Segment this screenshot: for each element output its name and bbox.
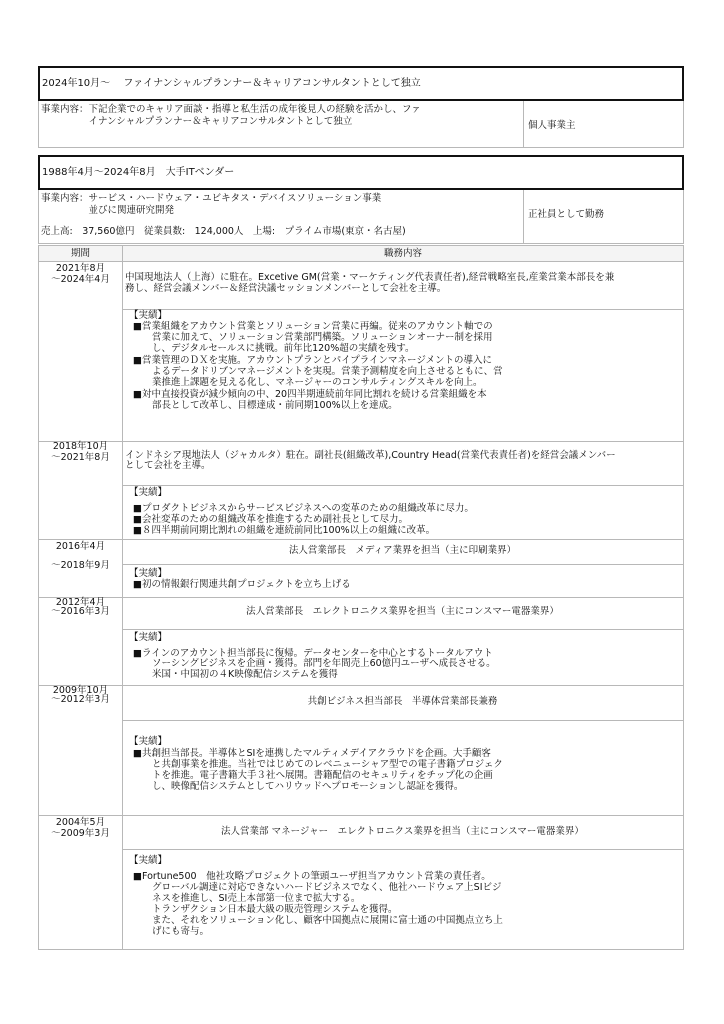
achievement-line: 業推進上課題を見える化し、マネージャーのコンサルティングスキルを向上。: [133, 377, 483, 388]
achievement-line: ネスを推進し、SI売上本部第一位まで拡大する。: [133, 893, 361, 904]
achievement-line: グローバル調達に対応できないハードビジネスでなく、他社ハードウェア上SIビジ: [133, 882, 502, 893]
section1-business-box: [38, 101, 524, 148]
achievement-line: ■会社変革のための組織改革を推進するため副社長として尽力。: [133, 514, 408, 525]
section2-header-text: 1988年4月～2024年8月 大手ITベンダー: [42, 166, 235, 178]
achievements-label: 【実績】: [129, 632, 168, 643]
table-row: [38, 262, 123, 442]
achievements-label: 【実績】: [129, 487, 168, 498]
row-achievements-cell: [123, 721, 684, 816]
section2-business-line: 並びに関連研究開発: [41, 205, 175, 216]
section2-business-line: 事業内容：サービス・ハードウェア・ユビキタス・デバイスソリューション事業: [41, 193, 382, 204]
achievements-label: 【実績】: [129, 855, 168, 866]
row-period-start: 2018年10月: [52, 441, 109, 452]
row-title-cell: [123, 686, 684, 721]
achievement-line: ■プロダクトビジネスからサービスビジネスへの変革のための組織改革に尽力。: [133, 503, 474, 514]
achievement-line: ■営業組織をアカウント営業とソリューション営業に再編。従来のアカウント軸での: [133, 321, 493, 332]
row-title-line: 中国現地法人（上海）に駐在。Excetive GM(営業・マーケティング代表責任者),経営戦略室長,産業営業本部長を兼: [125, 272, 615, 283]
section2-header: [38, 155, 684, 190]
achievement-line: ■Fortune500 他社攻略プロジェクトの筆頭ユーザ担当アカウント営業の責任者。: [133, 871, 491, 882]
row-period-start: 2016年4月: [55, 541, 106, 552]
row-period-end: ～2024年4月: [51, 274, 110, 285]
section2-business-box: [38, 190, 524, 244]
section2-employment-box: [524, 190, 684, 244]
row-title-cell: [123, 540, 684, 565]
table-row: [38, 540, 123, 598]
row-title-line: 法人営業部長 メディア業界を担当（主に印刷業界）: [288, 545, 517, 556]
table-row: [38, 816, 123, 950]
row-title-cell: [123, 442, 684, 486]
row-title-line: として会社を主導。: [125, 460, 211, 471]
col-duties-label: 職務内容: [383, 248, 422, 259]
row-period-end: ～2012年3月: [51, 694, 110, 705]
achievement-line: 部長として改革し、目標達成・前同期100%以上を達成。: [133, 400, 398, 411]
achievement-line: ■８四半期前同期比割れの組織を連続前同比100%以上の組織に改革。: [133, 525, 436, 536]
achievement-line: と共創事業を推進。当社ではじめてのレベニューシャア型での電子書籍プロジェク: [133, 759, 503, 770]
achievement-line: 米国・中国初の４K映像配信システムを獲得: [133, 669, 338, 680]
achievement-line: ソーシングビジネスを企画・獲得。部門を年間売上60億円ユーザへ成長させる。: [133, 658, 496, 669]
row-title-line: 共創ビジネス担当部長 半導体営業部長兼務: [307, 696, 498, 707]
achievement-line: ■対中直接投資が減少傾向の中、20四半期連続前年同比割れを続ける営業組織を本: [133, 389, 487, 400]
achievements-label: 【実績】: [129, 736, 168, 747]
table-row: [38, 686, 123, 816]
section1-employment-box: [524, 101, 684, 148]
achievement-line: よるデータドリブンマネージメントを実現。営業予測精度を向上させるともに、営: [133, 366, 503, 377]
row-achievements-cell: [123, 486, 684, 540]
col-period-label: 期間: [70, 248, 90, 259]
row-period-start: 2009年10月: [52, 685, 109, 696]
section1-header: [38, 66, 684, 101]
row-title-cell: [123, 816, 684, 850]
row-achievements-cell: [123, 310, 684, 442]
section1-business-line: イナンシャルプランナー＆キャリアコンサルタントとして独立: [41, 116, 353, 127]
section2-stats: 売上高: 37,560億円 従業員数: 124,000人 上場: プライム市場(東京・名古屋): [41, 226, 406, 237]
achievement-line: ■初の情報銀行関連共創プロジェクトを立ち上げる: [133, 579, 351, 590]
row-period-start: 2004年5月: [55, 817, 106, 828]
achievement-line: 営業に加えて、ソリューション営業部門構築。ソリューションオーナー制を採用: [133, 332, 493, 343]
row-title-cell: [123, 598, 684, 630]
row-period-start: 2021年8月: [55, 263, 106, 274]
achievement-line: ■営業管理のＤＸを実施。アカウントプランとパイプラインマネージメントの導入に: [133, 355, 493, 366]
row-period-start: 2012年4月: [55, 597, 106, 608]
row-period-end: ～2018年9月: [51, 560, 110, 571]
table-header-duties: [123, 245, 684, 262]
section1-header-text: 2024年10月～ ファイナンシャルプランナー＆キャリアコンサルタントとして独立: [42, 77, 421, 89]
achievement-line: し、映像配信システムとしてハリウッドへプロモーションし認証を獲得。: [133, 781, 464, 792]
table-row: [38, 598, 123, 686]
row-title-line: インドネシア現地法人（ジャカルタ）駐在。副社長(組織改革),Country Head(営業代表責任者)を経営会議メンバー: [125, 450, 616, 461]
row-period-end: ～2021年8月: [51, 452, 110, 463]
section2-employment: 正社員として勤務: [528, 209, 605, 220]
achievements-label: 【実績】: [129, 568, 168, 579]
achievement-line: ■共創担当部長。半導体とSIを連携したマルティメデイアクラウドを企画。大手顧客: [133, 748, 491, 759]
achievements-label: 【実績】: [129, 310, 168, 321]
achievement-line: トを推進。電子書籍大手３社へ展開。書籍配信のセキュリティをチップ化の企画: [133, 770, 493, 781]
row-achievements-cell: [123, 630, 684, 686]
table-header-period: [38, 245, 123, 262]
row-title-line: 法人営業部 マネージャー エレクトロニクス業界を担当（主にコンスマー電器業界）: [221, 826, 584, 837]
row-achievements-cell: [123, 565, 684, 598]
row-title-line: 法人営業部長 エレクトロニクス業界を担当（主にコンスマー電器業界）: [246, 606, 559, 617]
row-achievements-cell: [123, 850, 684, 950]
table-row: [38, 442, 123, 540]
achievement-line: げにも寄与。: [133, 926, 210, 937]
achievement-line: また、それをソリューション化し、顧客中国拠点に展開に富士通の中国拠点立ち上: [133, 915, 503, 926]
row-title-line: 務し、経営会議メンバー＆経営決議セッションメンバーとして会社を主導。: [125, 283, 447, 294]
achievement-line: し、デジタルセールスに挑戦。前年比120%超の実績を残す。: [133, 343, 415, 354]
achievement-line: ■ラインのアカウント担当部長に復帰。データセンターを中心とするトータルアウト: [133, 648, 493, 659]
section1-business-line: 事業内容：下記企業でのキャリア面談・指導と私生活の成年後見人の経験を活かし、ファ: [41, 104, 421, 115]
section1-employment: 個人事業主: [528, 120, 576, 131]
achievement-line: トランザクション日本最大級の販売管理システムを獲得。: [133, 904, 398, 915]
row-period-end: ～2016年3月: [51, 606, 110, 617]
row-period-end: ～2009年3月: [51, 828, 110, 839]
row-title-cell: [123, 262, 684, 310]
